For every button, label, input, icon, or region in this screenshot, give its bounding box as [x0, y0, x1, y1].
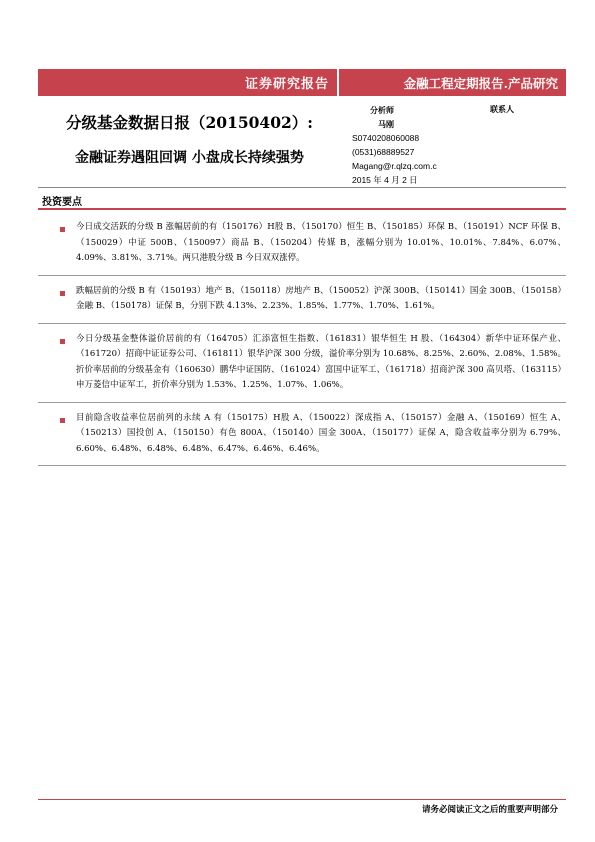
list-item-text: 跌幅居前的分级 B 有（150193）地产 B、（150118）房地产 B、（150052）沪深 300B、（150141）国金 300B、（150158）金融 B、（150178）证保 B，分别下跌 4.13%、2.23%、1.85%、1.77%、1.70%、1.61%。 — [76, 285, 566, 311]
list-item-text: 目前隐含收益率位居前列的永续 A 有（150175）H股 A、（150022）深成指 A、（150157）金融 A、（150169）恒生 A、（150213）国投创 A、（150150）有色 800A、（150140）国金 300A、（150177）证保 A，隐含收益率分别为 6.79%、6.60%、6.48%、6.48%、6.48%、6.47%、6.46%、6.46%。 — [76, 412, 566, 454]
square-bullet-icon — [60, 418, 65, 423]
analyst-label: 分析师 — [370, 105, 394, 115]
analyst-phone: (0531)68889527 — [352, 147, 415, 157]
section-heading-underline — [38, 208, 566, 210]
report-subtitle: 金融证券遇阻回调 小盘成长持续强势 — [75, 150, 304, 166]
header-divider — [38, 187, 566, 188]
report-date: 2015 年 4 月 2 日 — [352, 175, 418, 185]
banner-left — [38, 69, 337, 96]
square-bullet-icon — [60, 291, 65, 296]
header-banner — [38, 69, 566, 96]
footer-divider — [38, 799, 566, 800]
analyst-email[interactable]: Magang@r.qlzq.com.c — [352, 161, 437, 171]
list-item — [38, 276, 566, 324]
list-item-text: 今日成交活跃的分级 B 涨幅居前的有（150176）H股 B、（150170）恒生 B、（150185）环保 B、（150191）NCF 环保 B、（150029）中证 500B、（150097）商品 B、（150204）传媒 B，涨幅分别为 10.01%、10.01%、7.84%、6.07%、4.09%、3.81%、3.71%。两只港股分级 B 今日双双涨停。 — [76, 222, 566, 263]
report-type-label: 证券研究报告 — [244, 77, 329, 92]
section-heading: 投资要点 — [42, 197, 82, 208]
list-item-text: 今日分级基金整体溢价居前的有（164705）汇添富恒生指数、（161831）银华恒生 H 股、（164304）新华中证环保产业、（161720）招商中证证券公司、（161811）银华沪深 300 分级，溢价率分别为 10.68%、8.25%、2.60%、2.08%、1.58%。折价率居前的分级基金有（160630）鹏华中证国防、（161024）富国中证军工、（161718）招商沪深 300 高贝塔、（163115）申万菱信中证军工，折价率分别为 1.53%、1.25%、1.07%、1.06%。 — [76, 333, 566, 390]
square-bullet-icon — [60, 339, 65, 344]
contact-label: 联系人 — [490, 104, 514, 114]
list-item — [38, 324, 566, 403]
analyst-name: 马刚 — [378, 119, 394, 129]
square-bullet-icon — [60, 227, 65, 232]
list-item — [38, 212, 566, 276]
disclaimer-footer: 请务必阅读正文之后的重要声明部分 — [421, 805, 558, 815]
key-points-list — [38, 212, 566, 466]
banner-right — [339, 69, 566, 96]
analyst-license: S0740208060088 — [352, 133, 420, 143]
report-category-label: 金融工程定期报告.产品研究 — [403, 75, 558, 91]
list-item — [38, 403, 566, 467]
report-title: 分级基金数据日报（20150402）: — [66, 113, 314, 132]
